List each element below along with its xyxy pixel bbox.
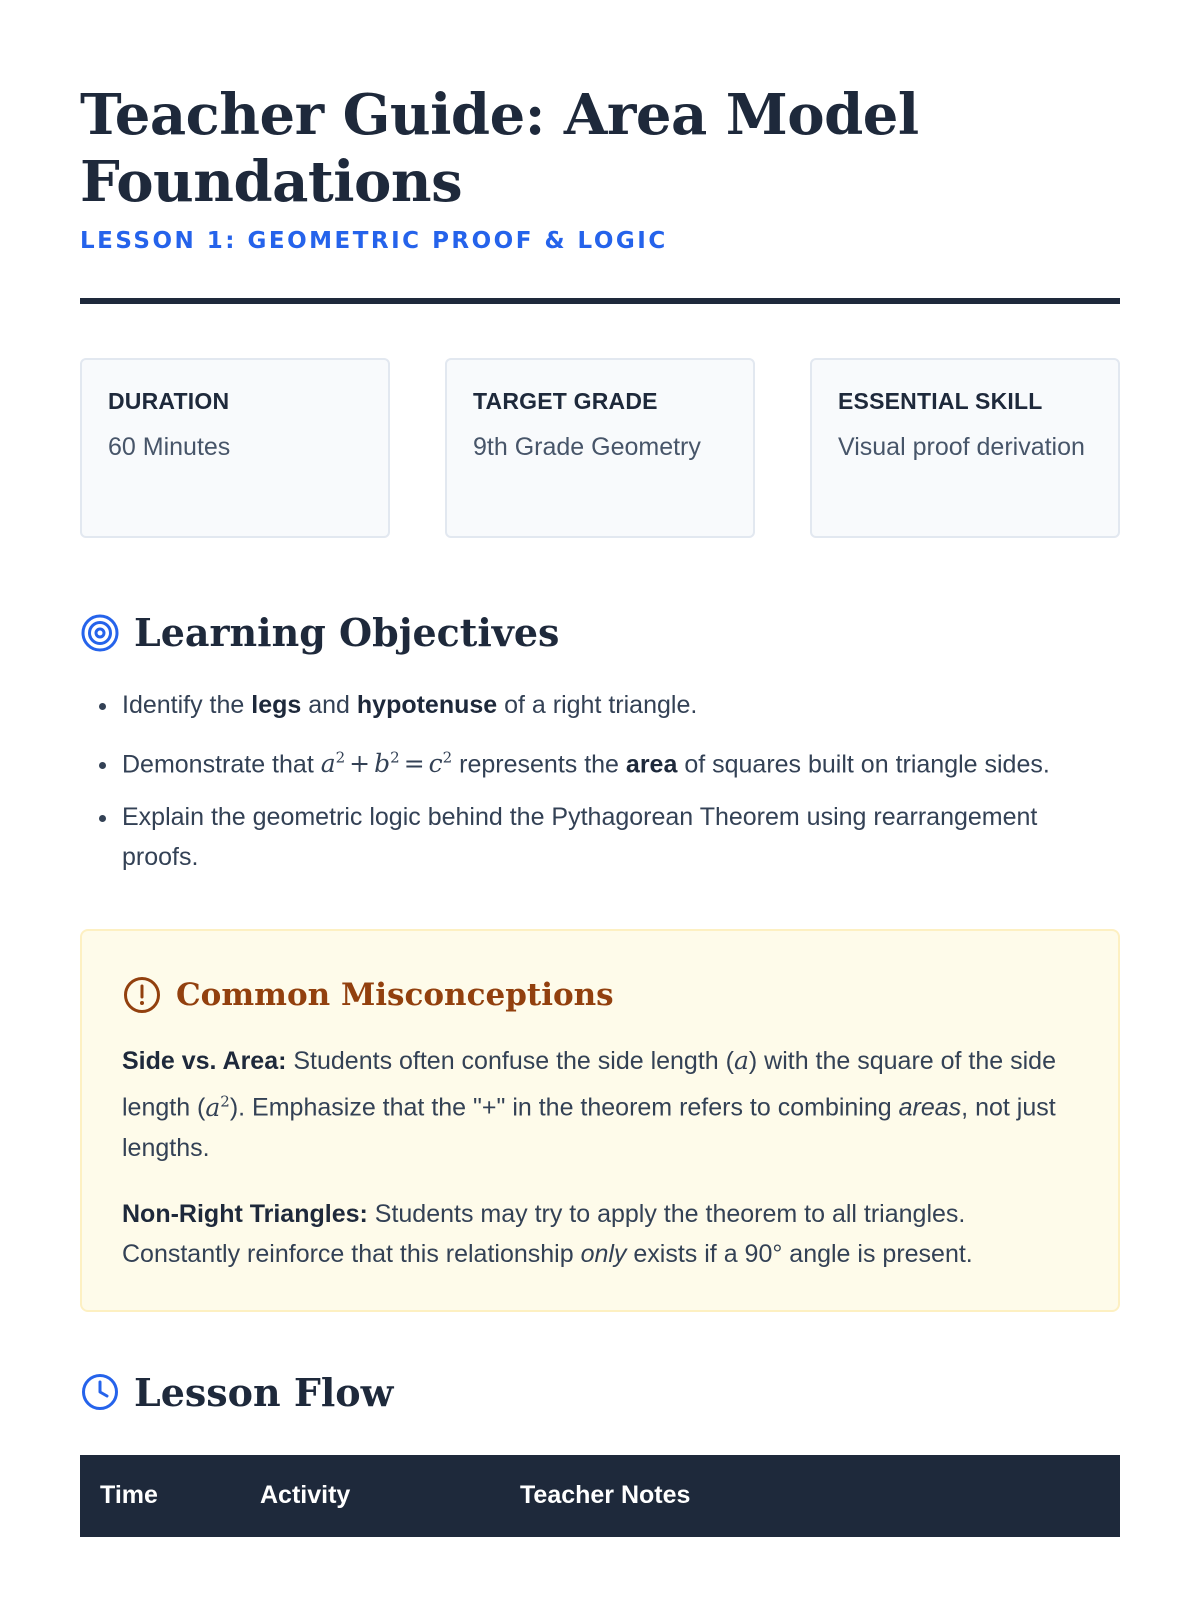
duration-label: DURATION (108, 388, 230, 414)
misconceptions-title: Common Misconceptions (176, 977, 614, 1014)
essential-skill-label: ESSENTIAL SKILL (838, 388, 1043, 414)
misconceptions-callout (80, 929, 1120, 1311)
pythagorean-equation: $a^2 + b^2 = c^2$ (320, 749, 453, 779)
clock-icon (80, 1372, 120, 1412)
objectives-heading (80, 610, 1120, 655)
list-item: • Demonstrate that $a^2 + b^2 = c^2$ represents the area of squares built on triangle sides. (120, 738, 1120, 784)
objectives-list (80, 685, 1120, 877)
list-item: • Explain the geometric logic behind the Pythagorean Theorem using rearrangement proofs. (120, 797, 1120, 877)
table-header-row (80, 1455, 1120, 1537)
activity-column-header: Activity (240, 1455, 500, 1537)
essential-skill-card (810, 358, 1120, 538)
lesson-flow-heading (80, 1370, 1120, 1415)
essential-skill-value: Visual proof derivation (838, 433, 1085, 461)
lesson-flow-title: Lesson Flow (134, 1369, 394, 1415)
lesson-subtitle: LESSON 1: GEOMETRIC PROOF & LOGIC (80, 228, 668, 254)
target-grade-label: TARGET GRADE (473, 388, 658, 414)
alert-circle-icon (122, 975, 162, 1015)
objectives-title: Learning Objectives (134, 610, 560, 655)
header-divider (80, 298, 1120, 304)
lesson-meta-cards (80, 358, 1120, 538)
duration-value: 60 Minutes (108, 433, 231, 461)
side-vs-area-note: Side vs. Area: Students often confuse the side length (a) with the square of the side length $(a^2)$. Emphasize that the "+" in the theorem refers to combining areas, not just lengths. (122, 1046, 1056, 1162)
list-item: • Identify the legs and hypotenuse of a right triangle. (120, 685, 1120, 725)
target-grade-card (445, 358, 755, 538)
target-grade-value: 9th Grade Geometry (473, 433, 701, 461)
teacher-notes-column-header: Teacher Notes (500, 1455, 1120, 1537)
non-right-triangles-note: Non-Right Triangles: Students may try to apply the theorem to all triangles. Constantly reinforce that this relationship only exists if a 90° angle is present. (122, 1199, 973, 1268)
lesson-flow-table (80, 1455, 1120, 1537)
page-title: Teacher Guide: Area Model Foundations (80, 82, 919, 215)
duration-card (80, 358, 390, 538)
time-column-header: Time (80, 1455, 240, 1537)
misconceptions-heading (122, 975, 1078, 1015)
target-icon (80, 613, 120, 653)
